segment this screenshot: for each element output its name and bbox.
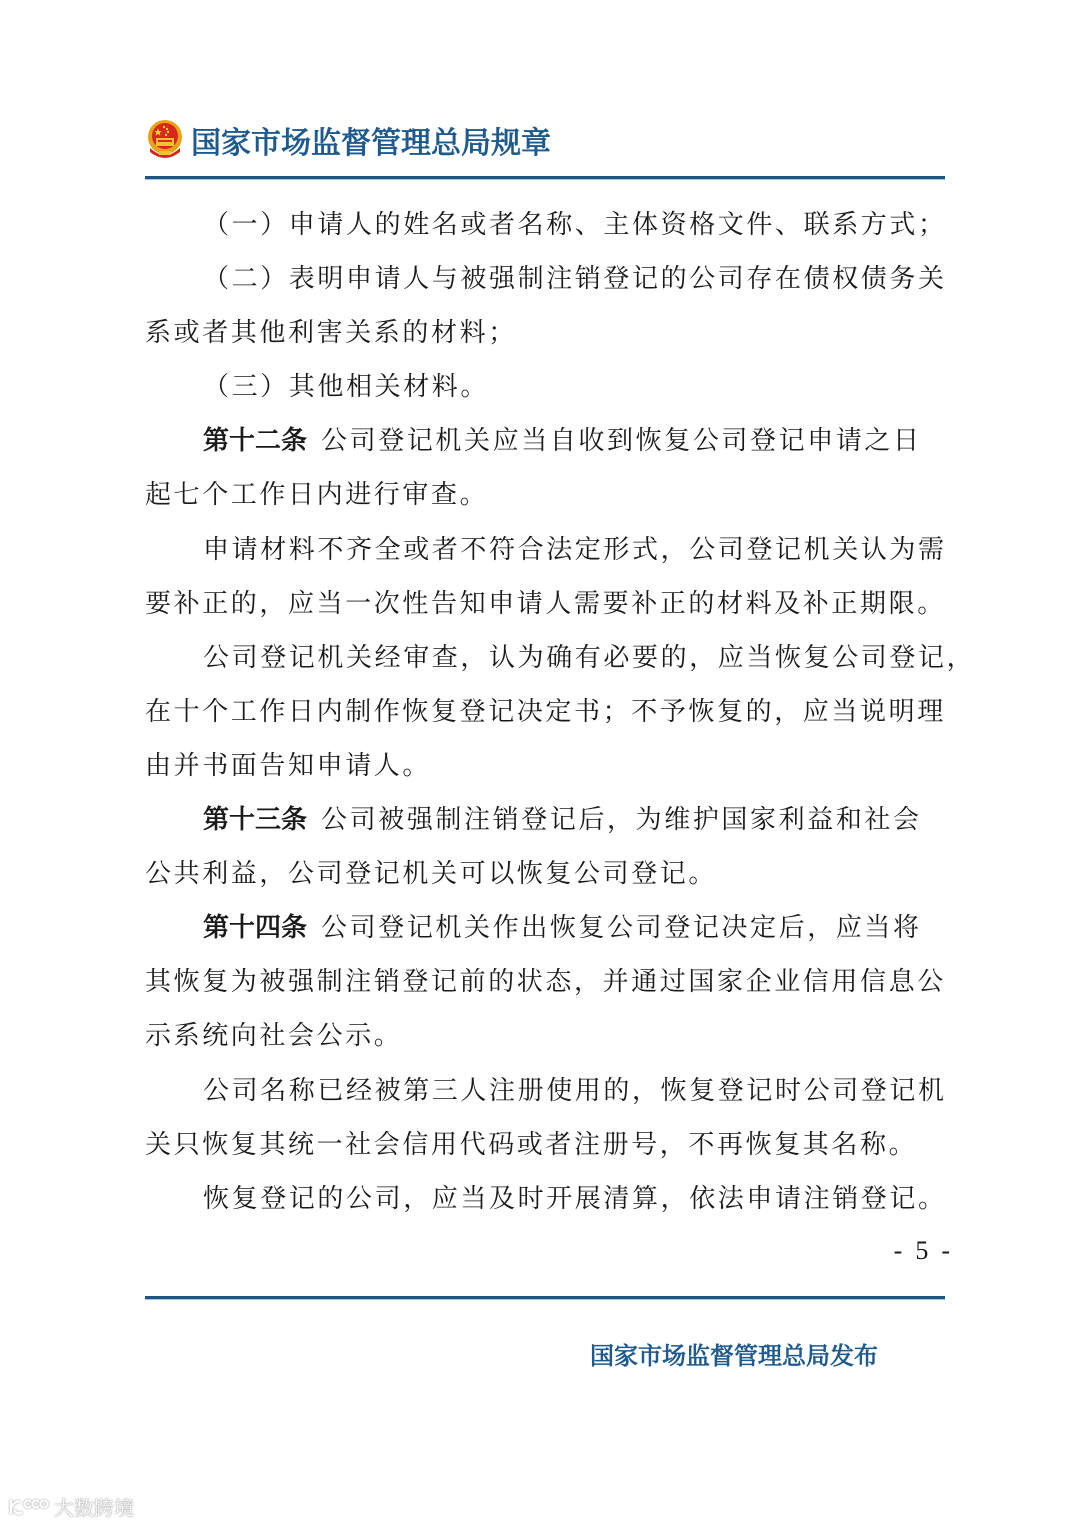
national-emblem-icon bbox=[145, 118, 185, 162]
line-text: 系或者其他利害关系的材料； bbox=[145, 318, 517, 349]
document-body bbox=[145, 198, 976, 1226]
watermark-logo-icon bbox=[8, 1496, 50, 1518]
watermark bbox=[8, 1492, 134, 1521]
body-line bbox=[145, 1009, 945, 1063]
line-text: 公司名称已经被第三人注册使用的，恢复登记时公司登记机 bbox=[203, 1075, 947, 1106]
body-line bbox=[145, 739, 945, 793]
line-text: 公司登记机关应当自收到恢复公司登记申请之日 bbox=[321, 426, 922, 457]
body-line bbox=[145, 1064, 945, 1118]
line-text: 公司登记机关作出恢复公司登记决定后，应当将 bbox=[321, 913, 922, 944]
body-line bbox=[145, 252, 945, 306]
line-text: 在十个工作日内制作恢复登记决定书；不予恢复的，应当说明理 bbox=[145, 696, 946, 727]
line-text: 恢复登记的公司，应当及时开展清算，依法申请注销登记。 bbox=[203, 1183, 947, 1214]
body-line bbox=[145, 523, 945, 577]
article-13-heading-line bbox=[145, 793, 945, 847]
document-header bbox=[145, 115, 551, 165]
line-text: 公共利益，公司登记机关可以恢复公司登记。 bbox=[145, 859, 718, 890]
body-line bbox=[145, 847, 945, 901]
line-text: 要补正的，应当一次性告知申请人需要补正的材料及补正期限。 bbox=[145, 588, 946, 619]
body-line bbox=[145, 198, 945, 252]
article-12-heading-line bbox=[145, 414, 945, 468]
footer-publisher: 国家市场监督管理总局发布 bbox=[590, 1342, 878, 1370]
line-text: 其恢复为被强制注销登记前的状态，并通过国家企业信用信息公 bbox=[145, 967, 946, 998]
line-text: 由并书面告知申请人。 bbox=[145, 750, 432, 781]
article-number: 第十三条 bbox=[203, 805, 308, 836]
article-14-heading-line bbox=[145, 901, 945, 955]
line-text: 关只恢复其统一社会信用代码或者注册号，不再恢复其名称。 bbox=[145, 1129, 918, 1160]
article-number: 第十二条 bbox=[203, 426, 308, 457]
footer-divider bbox=[145, 1296, 945, 1299]
article-number: 第十四条 bbox=[203, 913, 308, 944]
body-line bbox=[145, 631, 976, 685]
body-line bbox=[145, 955, 945, 1009]
line-text: 公司登记机关经审查，认为确有必要的，应当恢复公司登记， bbox=[203, 642, 976, 673]
header-divider bbox=[145, 176, 945, 179]
line-text: （二）表明申请人与被强制注销登记的公司存在债权债务关 bbox=[203, 264, 947, 295]
line-text: （三）其他相关材料。 bbox=[203, 372, 490, 403]
page-number: - 5 - bbox=[893, 1236, 950, 1265]
body-line bbox=[145, 360, 945, 414]
line-text: 公司被强制注销登记后，为维护国家利益和社会 bbox=[321, 805, 922, 836]
body-line bbox=[145, 685, 945, 739]
line-text: 起七个工作日内进行审查。 bbox=[145, 480, 489, 511]
watermark-text: 大数跨境 bbox=[54, 1496, 134, 1520]
body-line bbox=[145, 468, 945, 522]
body-line bbox=[145, 306, 945, 360]
line-text: 示系统向社会公示。 bbox=[145, 1021, 403, 1052]
body-line bbox=[145, 1172, 945, 1226]
line-text: 申请材料不齐全或者不符合法定形式，公司登记机关认为需 bbox=[203, 534, 947, 565]
line-text: （一）申请人的姓名或者名称、主体资格文件、联系方式； bbox=[203, 210, 947, 240]
body-line bbox=[145, 577, 945, 631]
body-line bbox=[145, 1118, 945, 1172]
header-title: 国家市场监督管理总局规章 bbox=[191, 126, 551, 161]
